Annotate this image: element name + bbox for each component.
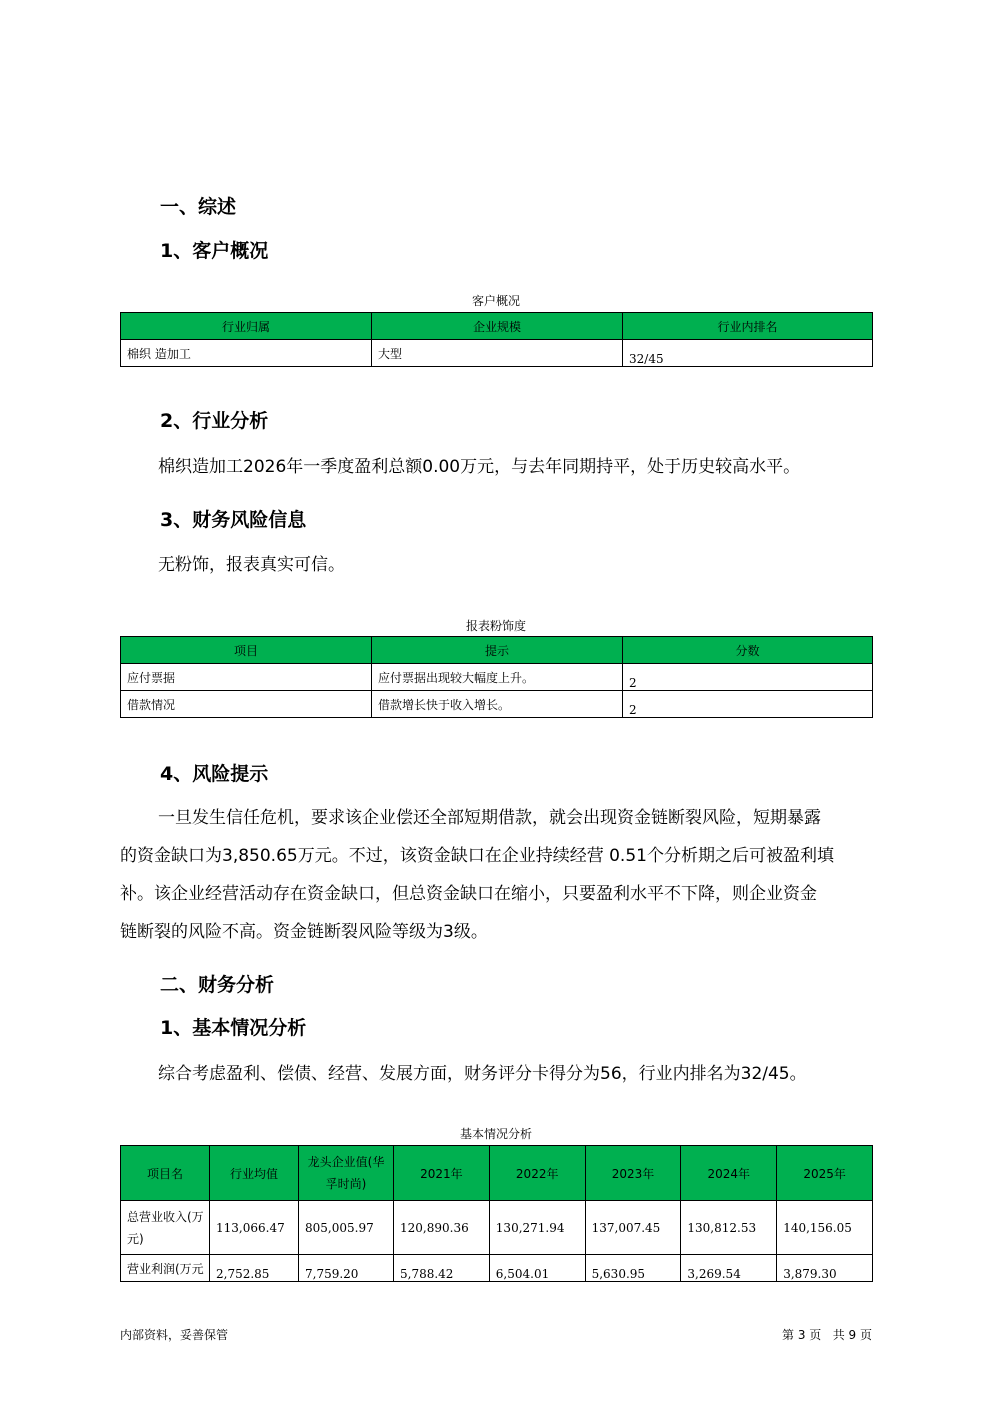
cell-score: 2 [623,664,873,691]
cell-rank: 32/45 [623,340,873,367]
header-year-2024: 2024年 [681,1146,777,1201]
cell-hint: 应付票据出现较大幅度上升。 [372,664,623,691]
cell-hint: 借款增长快于收入增长。 [372,691,623,718]
basic-analysis-table [120,1145,873,1282]
cell-value: 120,890.36 [394,1201,490,1255]
cell-value: 140,156.05 [777,1201,873,1255]
table-caption-basic: 基本情况分析 [459,1127,532,1141]
risk-warning-line: 链断裂的风险不高。资金链断裂风险等级为3级。 [120,922,488,942]
table-caption-customer: 客户概况 [471,294,520,308]
cell-industry: 棉织 造加工 [121,340,372,367]
cell-item: 应付票据 [121,664,372,691]
cell-value: 137,007.45 [585,1201,681,1255]
subheading-financial-risk: 3、财务风险信息 [160,509,307,531]
cell-value: 130,812.53 [681,1201,777,1255]
cell-value: 2,752.85 [210,1255,299,1282]
cell-value: 7,759.20 [299,1255,394,1282]
industry-analysis-text: 棉织造加工2026年一季度盈利总额0.00万元，与去年同期持平，处于历史较高水平。 [158,457,801,477]
risk-warning-line: 补。该企业经营活动存在资金缺口，但总资金缺口在缩小，只要盈利水平不下降，则企业资金 [120,884,817,904]
section-heading-overview: 一、综述 [160,196,237,218]
whitewash-table [120,636,873,718]
header-year-2022: 2022年 [489,1146,585,1201]
customer-overview-table [120,312,873,367]
cell-item: 借款情况 [121,691,372,718]
risk-warning-line: 的资金缺口为3,850.65万元。不过，该资金缺口在企业持续经营 0.51个分析期之后可被盈利填 [120,846,834,866]
cell-scale: 大型 [372,340,623,367]
table-row [121,340,873,367]
table-row [121,1255,873,1282]
header-hint: 提示 [372,637,623,664]
cell-value: 5,788.42 [394,1255,490,1282]
basic-analysis-text: 综合考虑盈利、偿债、经营、发展方面，财务评分卡得分为56，行业内排名为32/45。 [158,1064,807,1084]
header-year-2023: 2023年 [585,1146,681,1201]
cell-value: 3,879.30 [777,1255,873,1282]
subheading-basic-analysis: 1、基本情况分析 [160,1017,307,1039]
cell-value: 5,630.95 [585,1255,681,1282]
header-item-name: 项目名 [121,1146,210,1201]
table-header-row [121,1146,873,1201]
table-row [121,1201,873,1255]
subheading-risk-warning: 4、风险提示 [160,763,269,785]
header-year-2025: 2025年 [777,1146,873,1201]
financial-risk-text: 无粉饰，报表真实可信。 [158,555,345,575]
table-header-row [121,313,873,340]
cell-value: 113,066.47 [210,1201,299,1255]
header-industry: 行业归属 [121,313,372,340]
header-score: 分数 [623,637,873,664]
header-item: 项目 [121,637,372,664]
table-caption-whitewash: 报表粉饰度 [465,619,526,633]
cell-item-name: 总营业收入(万元) [121,1201,210,1255]
cell-item-name: 营业利润(万元 [121,1255,210,1282]
risk-warning-line: 一旦发生信任危机，要求该企业偿还全部短期借款，就会出现资金链断裂风险，短期暴露 [158,808,821,828]
section-heading-financial-analysis: 二、财务分析 [160,974,275,996]
cell-score: 2 [623,691,873,718]
cell-value: 3,269.54 [681,1255,777,1282]
table-row [121,664,873,691]
footer-confidential: 内部资料，妥善保管 [120,1328,229,1342]
header-scale: 企业规模 [372,313,623,340]
header-year-2021: 2021年 [394,1146,490,1201]
header-leader-value: 龙头企业值(华孚时尚) [299,1146,394,1201]
subheading-customer-overview: 1、客户概况 [160,240,269,262]
subheading-industry-analysis: 2、行业分析 [160,410,269,432]
header-rank: 行业内排名 [623,313,873,340]
cell-value: 130,271.94 [489,1201,585,1255]
cell-value: 6,504.01 [489,1255,585,1282]
table-row [121,691,873,718]
table-header-row [121,637,873,664]
footer-page-number: 第 3 页 共 9 页 [782,1328,872,1342]
cell-value: 805,005.97 [299,1201,394,1255]
header-industry-avg: 行业均值 [210,1146,299,1201]
